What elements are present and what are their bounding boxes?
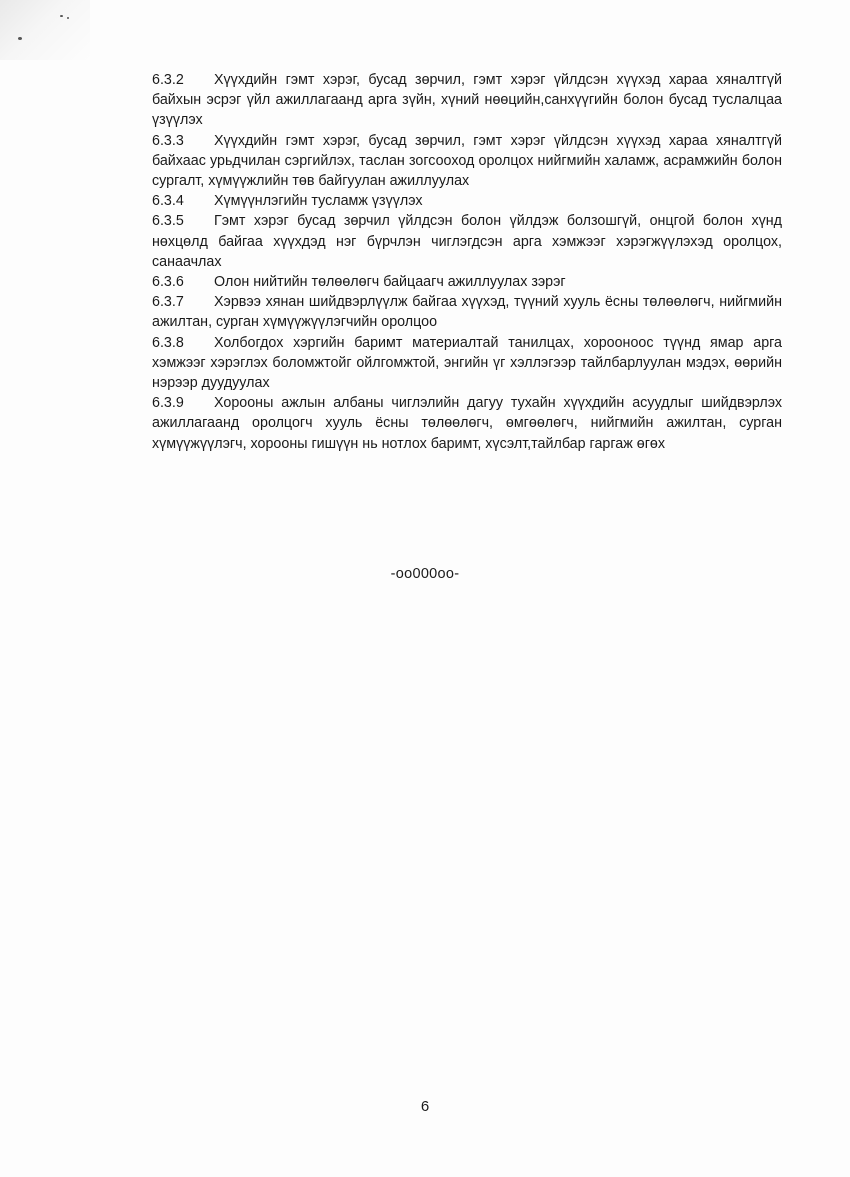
scan-speck bbox=[60, 15, 63, 17]
list-item-6-3-9 bbox=[152, 393, 782, 454]
item-text: Хүүхдийн гэмт хэрэг, бусад зөрчил, гэмт хэрэг үйлдсэн хүүхэд хараа хяналтгүй байхын эсрэг үйл ажиллагаанд арга зүйн, хүний нөөцийн,санхүүгийн болон бусад туслалцаа үзүүлэх bbox=[152, 72, 782, 129]
item-number: 6.3.6 bbox=[152, 274, 184, 291]
scan-corner-shadow bbox=[0, 0, 90, 60]
item-text: Холбогдох хэргийн баримт материалтай танилцах, хорооноос түүнд ямар арга хэмжээг хэрэглэх боломжтойг ойлгомжтой, энгийн үг хэллэгээр тайлбарлуулан мэдэх, өөрийн нэрээр дуудуулах bbox=[152, 334, 782, 392]
item-number: 6.3.9 bbox=[152, 395, 184, 412]
list-item-6-3-5 bbox=[152, 211, 782, 272]
end-separator: -оо000оо- bbox=[390, 566, 460, 582]
page-number: 6 bbox=[420, 1098, 430, 1115]
item-text: Гэмт хэрэг бусад зөрчил үйлдсэн болон үйлдэж болзошгүй, онцгой болон хүнд нөхцөлд байгаа хүүхдэд нэг бүрчлэн чиглэгдсэн арга хэмжээг хэрэгжүүлэхэд оролцох, санаачлах bbox=[152, 213, 782, 270]
list-item-6-3-8 bbox=[152, 333, 782, 394]
scan-speck bbox=[18, 37, 22, 40]
list-item-6-3-2 bbox=[152, 70, 782, 131]
item-text: Хүүхдийн гэмт хэрэг, бусад зөрчил, гэмт хэрэг үйлдсэн хүүхэд хараа хяналтгүй байхаас урьдчилан сэргийлэх, таслан зогсооход оролцох нийгмийн халамж, асрамжийн болон сургалт, хүмүүжлийн төв байгуулан ажиллуулах bbox=[152, 132, 782, 190]
item-number: 6.3.2 bbox=[152, 72, 184, 88]
item-number: 6.3.8 bbox=[152, 334, 184, 351]
item-number: 6.3.4 bbox=[152, 193, 184, 210]
item-text: Хорооны ажлын албаны чиглэлийн дагуу тухайн хүүхдийн асуудлыг шийдвэрлэх ажиллагаанд оролцогч хууль ёсны төлөөлөгч, өмгөөлөгч, нийгмийн ажилтан, сурган хүмүүжүүлэгч, хорооны гишүүн нь нотлох баримт, хүсэлт,тайлбар гаргаж өгөх bbox=[152, 395, 782, 452]
item-text: Олон нийтийн төлөөлөгч байцаагч ажиллуулах зэрэг bbox=[214, 274, 566, 291]
list-item-6-3-7 bbox=[152, 292, 782, 332]
item-number: 6.3.7 bbox=[152, 294, 184, 311]
list-item-6-3-4 bbox=[152, 191, 782, 211]
list-item-6-3-6 bbox=[152, 272, 782, 292]
item-text: Хэрвээ хянан шийдвэрлүүлж байгаа хүүхэд, түүний хууль ёсны төлөөлөгч, нийгмийн ажилтан, сурган хүмүүжүүлэгчийн оролцоо bbox=[152, 294, 782, 331]
item-number: 6.3.5 bbox=[152, 213, 184, 230]
scan-speck bbox=[67, 17, 69, 19]
section-list bbox=[152, 70, 782, 454]
item-number: 6.3.3 bbox=[152, 132, 184, 149]
item-text: Хүмүүнлэгийн тусламж үзүүлэх bbox=[214, 193, 423, 210]
list-item-6-3-3 bbox=[152, 131, 782, 192]
